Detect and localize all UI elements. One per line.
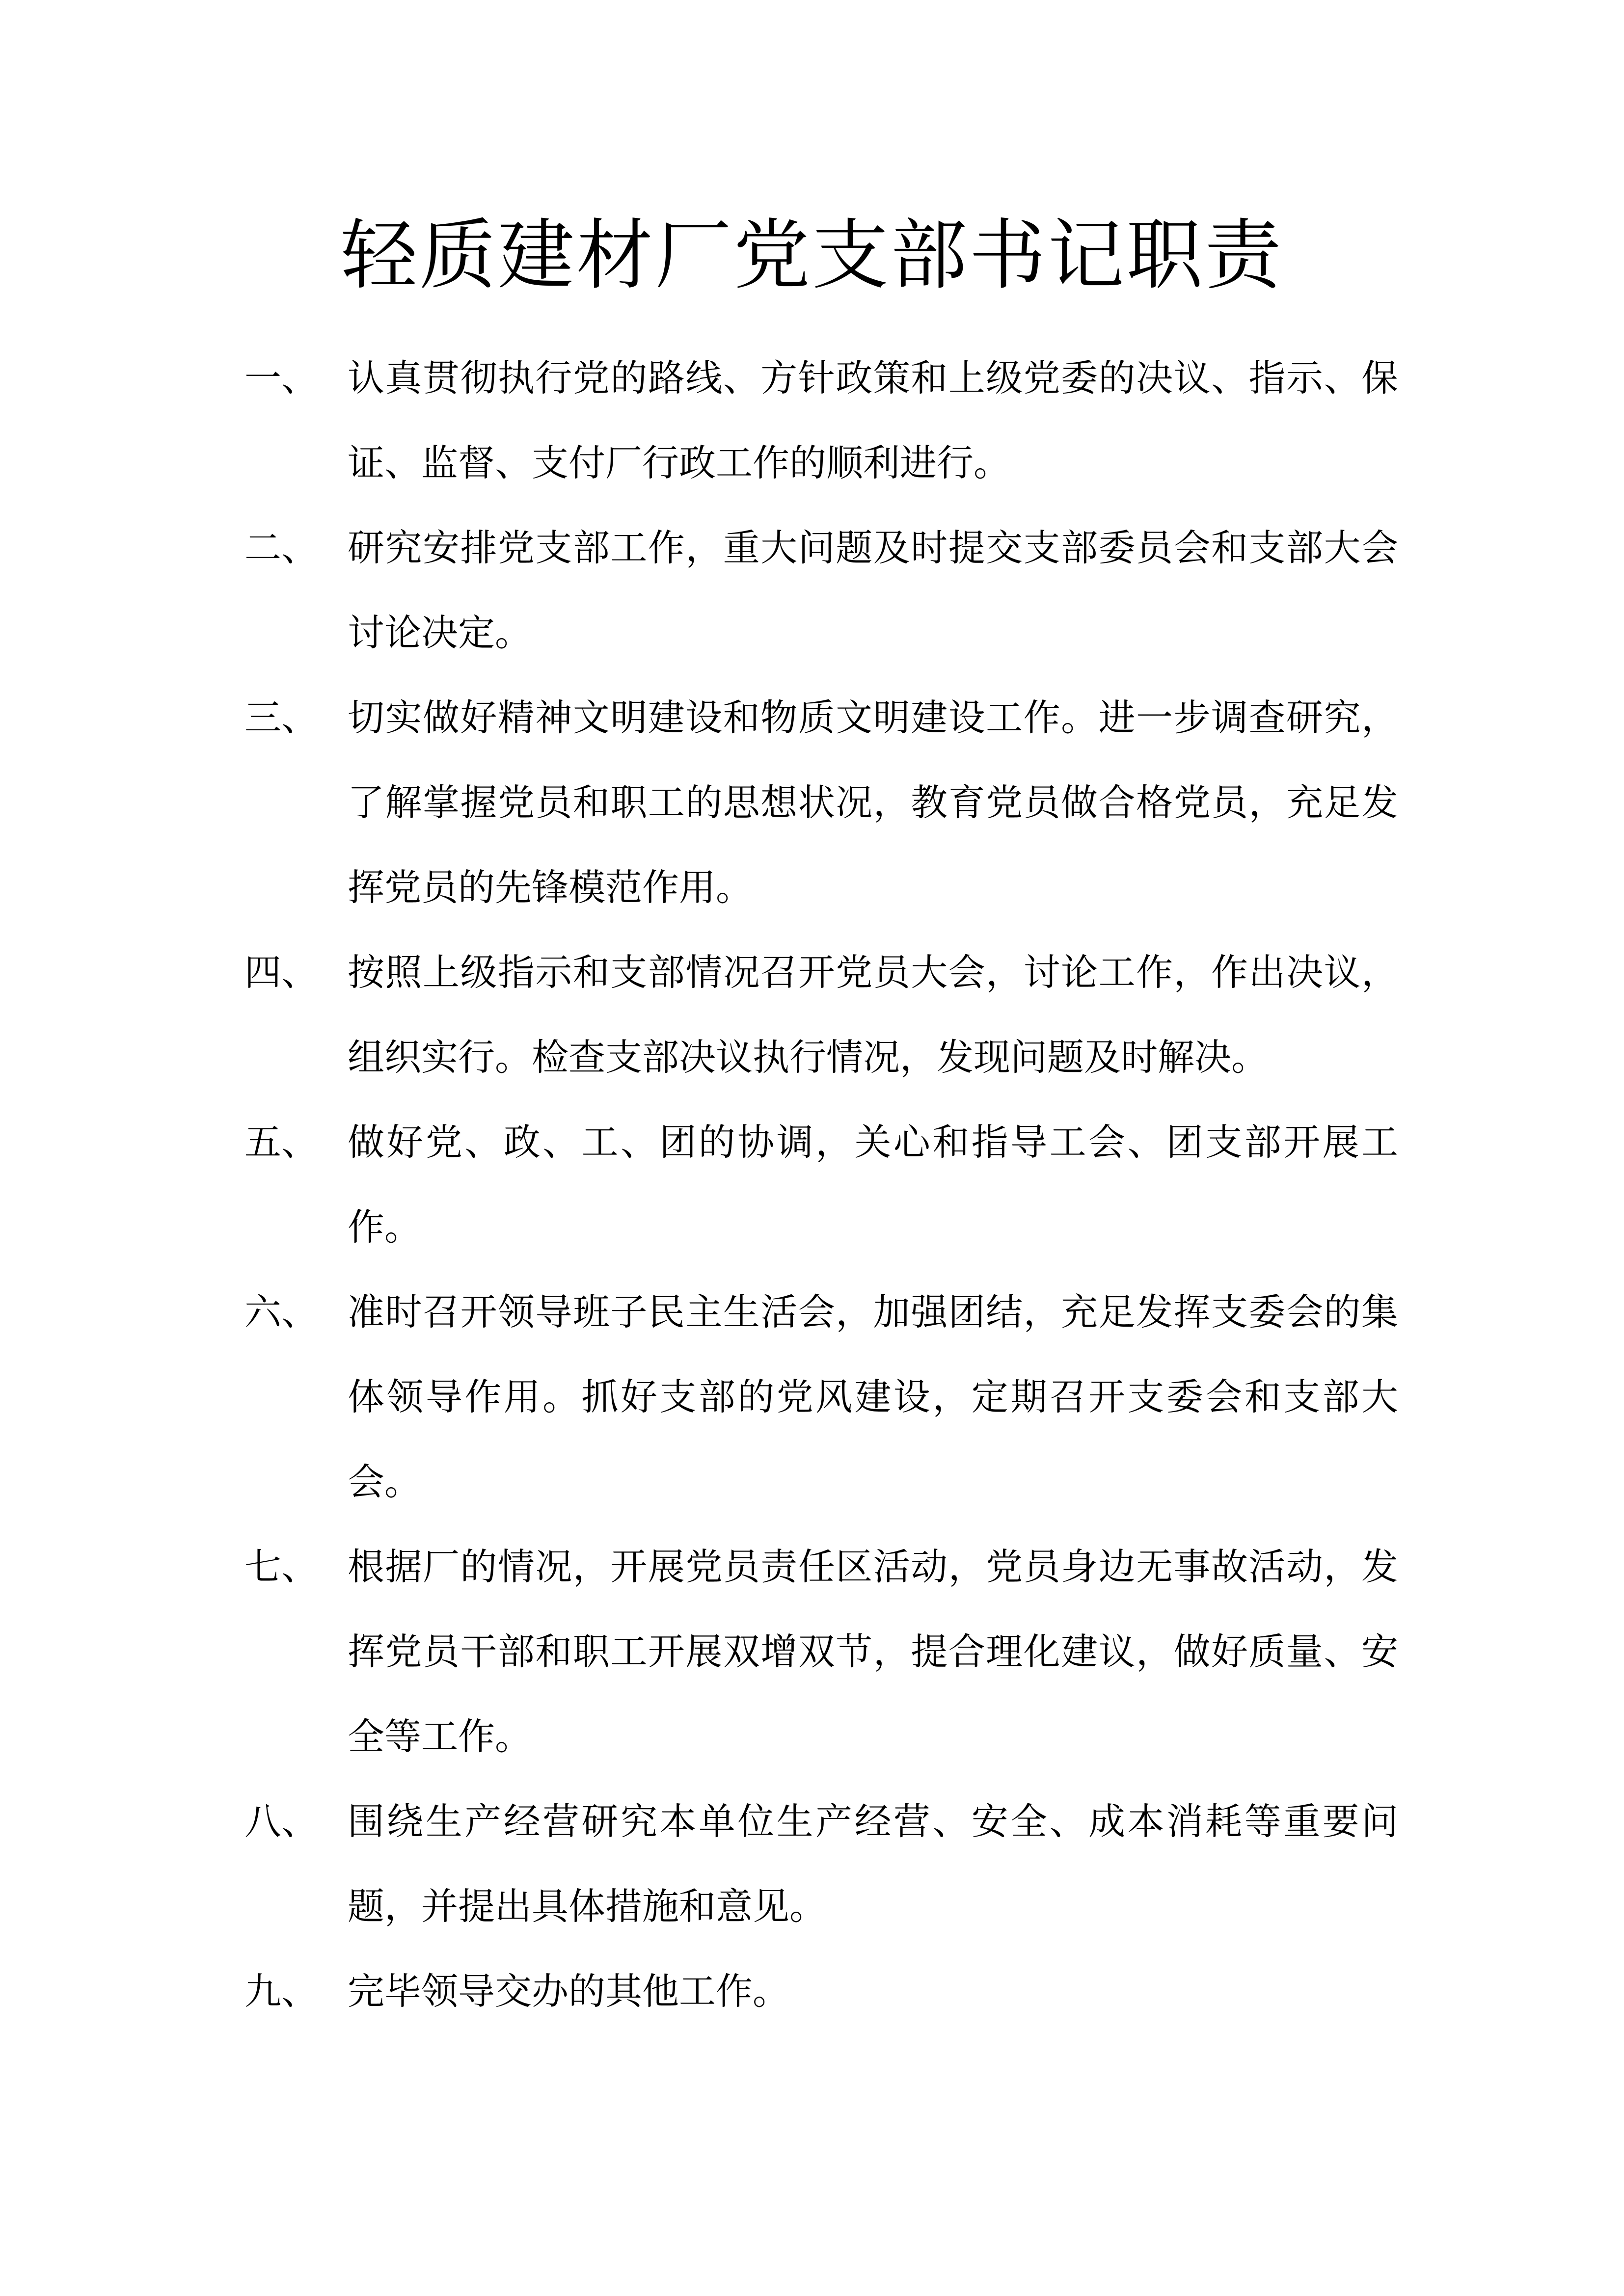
- item-number: 四、: [244, 951, 319, 994]
- item-text: 根据厂的情况，开展党员责任区活动，党员身边无事故活动，发挥党员干部和职工开展双增双节，提合理化建议，做好质量、安全等工作。: [348, 1545, 1398, 1758]
- duty-list: [244, 336, 1398, 2034]
- item-number: 一、: [244, 356, 319, 400]
- item-text: 认真贯彻执行党的路线、方针政策和上级党委的决议、指示、保证、监督、支付厂行政工作的顺利进行。: [348, 356, 1398, 484]
- item-number: 六、: [244, 1290, 319, 1334]
- item-text: 按照上级指示和支部情况召开党员大会，讨论工作，作出决议，组织实行。检查支部决议执行情况，发现问题及时解决。: [348, 951, 1398, 1079]
- item-text: 围绕生产经营研究本单位生产经营、安全、成本消耗等重要问题，并提出具体措施和意见。: [348, 1800, 1398, 1928]
- list-item: [244, 1949, 1398, 2034]
- item-number: 五、: [244, 1121, 319, 1164]
- item-number: 七、: [244, 1545, 319, 1588]
- item-number: 三、: [244, 696, 319, 739]
- list-item: [244, 1524, 1398, 1779]
- list-item: [244, 336, 1398, 506]
- item-text: 做好党、政、工、团的协调，关心和指导工会、团支部开展工作。: [348, 1121, 1398, 1249]
- list-item: [244, 930, 1398, 1100]
- list-item: [244, 675, 1398, 930]
- list-item: [244, 1270, 1398, 1524]
- item-text: 研究安排党支部工作，重大问题及时提交支部委员会和支部大会讨论决定。: [348, 526, 1398, 654]
- document-title: 轻质建材厂党支部书记职责: [341, 211, 1283, 300]
- list-item: [244, 506, 1398, 675]
- list-item: [244, 1100, 1398, 1270]
- item-text: 完毕领导交办的其他工作。: [348, 1970, 790, 2013]
- list-item: [244, 1779, 1398, 1949]
- item-number: 二、: [244, 526, 319, 569]
- item-text: 切实做好精神文明建设和物质文明建设工作。进一步调查研究，了解掌握党员和职工的思想状况，教育党员做合格党员，充足发挥党员的先锋模范作用。: [348, 696, 1398, 909]
- item-number: 八、: [244, 1800, 319, 1843]
- item-number: 九、: [244, 1970, 319, 2013]
- item-text: 准时召开领导班子民主生活会，加强团结，充足发挥支委会的集体领导作用。抓好支部的党风建设，定期召开支委会和支部大会。: [348, 1290, 1398, 1503]
